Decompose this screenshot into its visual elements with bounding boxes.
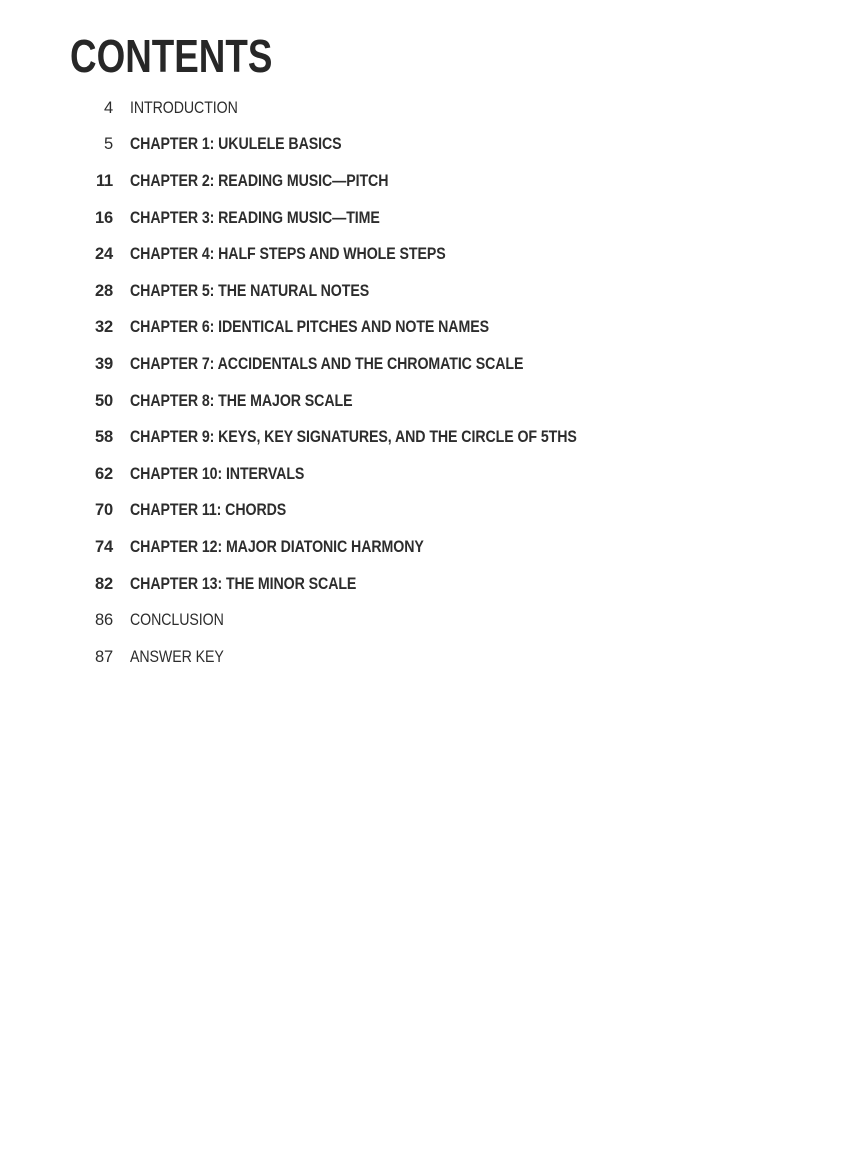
toc-entry (72, 90, 650, 127)
toc-entry-label: CHAPTER 11: CHORDS (130, 501, 287, 520)
toc-list (72, 90, 650, 676)
page-title: CONTENTS (70, 30, 273, 82)
toc-entry-label: CHAPTER 8: THE MAJOR SCALE (130, 391, 353, 410)
toc-page-number: 4 (104, 98, 113, 117)
toc-entry (72, 346, 650, 383)
toc-entry-label: CHAPTER 7: ACCIDENTALS AND THE CHROMATIC SCALE (130, 354, 524, 373)
toc-entry-label: CHAPTER 13: THE MINOR SCALE (130, 574, 357, 593)
toc-page-number: 28 (95, 281, 113, 300)
toc-page-number: 58 (95, 428, 113, 447)
toc-page-number: 5 (104, 135, 113, 154)
toc-entry-label: CHAPTER 1: UKULELE BASICS (130, 135, 342, 154)
toc-page-number: 50 (95, 391, 113, 410)
toc-entry (72, 639, 650, 676)
toc-page-number: 87 (95, 647, 113, 666)
toc-entry-label: CHAPTER 12: MAJOR DIATONIC HARMONY (130, 537, 424, 556)
toc-entry (72, 566, 650, 603)
toc-page-number: 24 (95, 245, 113, 264)
toc-entry-label: INTRODUCTION (130, 98, 238, 117)
toc-entry (72, 383, 650, 420)
toc-entry-label: CHAPTER 10: INTERVALS (130, 464, 305, 483)
toc-entry-label: CHAPTER 5: THE NATURAL NOTES (130, 281, 370, 300)
toc-entry (72, 419, 650, 456)
toc-entry-label: CHAPTER 3: READING MUSIC—TIME (130, 208, 380, 227)
toc-entry (72, 273, 650, 310)
toc-page-number: 16 (95, 208, 113, 227)
toc-page-number: 62 (95, 464, 113, 483)
toc-page-number: 86 (95, 611, 113, 630)
toc-page-number: 39 (95, 354, 113, 373)
toc-entry (72, 163, 650, 200)
toc-entry (72, 493, 650, 530)
toc-page-number: 70 (95, 501, 113, 520)
toc-entry-label: ANSWER KEY (130, 647, 224, 666)
toc-entry-label: CHAPTER 6: IDENTICAL PITCHES AND NOTE NAMES (130, 318, 489, 337)
toc-entry-label: CHAPTER 9: KEYS, KEY SIGNATURES, AND THE CIRCLE OF 5THS (130, 428, 577, 447)
toc-entry (72, 456, 650, 493)
toc-entry-label: CHAPTER 2: READING MUSIC—PITCH (130, 171, 389, 190)
toc-entry (72, 310, 650, 347)
toc-entry (72, 529, 650, 566)
toc-entry (72, 200, 650, 237)
toc-entry (72, 127, 650, 164)
toc-page-number: 32 (95, 318, 113, 337)
toc-page-number: 11 (95, 171, 113, 190)
toc-entry-label: CHAPTER 4: HALF STEPS AND WHOLE STEPS (130, 245, 446, 264)
toc-entry (72, 602, 650, 639)
toc-page-number: 82 (95, 574, 113, 593)
toc-page-number: 74 (95, 537, 113, 556)
toc-entry-label: CONCLUSION (130, 611, 224, 630)
toc-entry (72, 236, 650, 273)
